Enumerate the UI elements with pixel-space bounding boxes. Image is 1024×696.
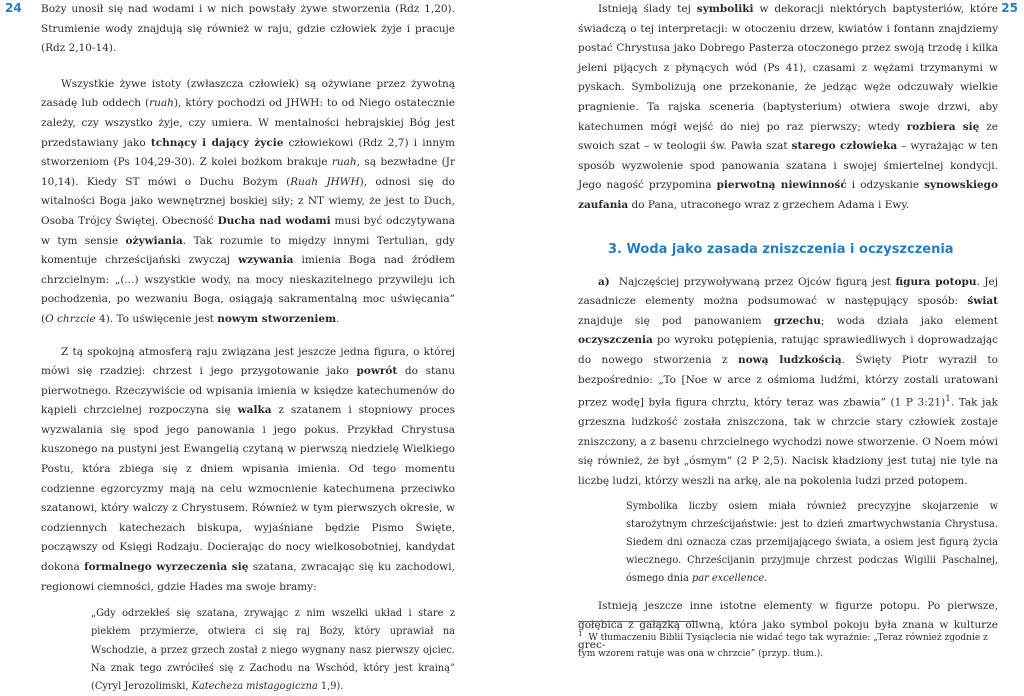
paragraph: Boży unosił się nad wodami i w nich powstały żywe stworzenia (Rdz 1,20). Strumienie wody znajdują się również w raju, gdzie człowiek żyje i pracuje (Rdz 2,10-14).	[41, 3, 455, 55]
footnote-divider	[578, 621, 698, 622]
footnote: $^1$ W tłumaczeniu Biblii Tysiąclecia nie widać tego tak wyraźnie: „Teraz również zgodnie z tym wzorem ratuje was ona w chrzcie” (przyp. tłum.).	[578, 629, 988, 659]
left-page	[0, 0, 512, 693]
page-number: 24	[5, 1, 22, 15]
text-column	[578, 0, 998, 655]
section-heading: 3. Woda jako zasada zniszczenia i oczyszczenia	[608, 241, 954, 257]
paragraph: Istnieją ślady tej symboliki w dekoracji niektórych baptysteriów, które świadczą o tej interpretacji: w otoczeniu drzew, kwiatów i fontann znajdziemy postać Chrystusa jako Dobrego Pasterza otoczonego przez swoją trzodę i kilka jeleni pijących z płynących wód (Ps 41), czasami z wężami trzymanymi w pyskach. Symbolizują one przekonanie, że jedząc węże odczuwały wielkie pragnienie. Ta rajska sceneria (baptysterium) otwiera swoje drzwi, aby katechumen mógł wejść do niej po raz pierwszy; wtedy rozbiera się ze swoich szat – w teologii św. Pawła szat starego człowieka – wyrażając w ten sposób wyzwolenie spod panowania szatana i swojej śmiertelnej kondycji. Jego nagość przypomina pierwotną niewinność i odzyskanie synowskiego zaufania do Pana, utraconego wraz z grzechem Adama i Ewy.	[578, 3, 998, 211]
page-number: 25	[1001, 1, 1018, 15]
block-quote: Symbolika liczby osiem miała również precyzyjne skojarzenie w starożytnym chrześcijaństwie: jest to dzień zmartwychwstania Chrystusa. Siedem dni oznacza czas przemijającego świata, a osiem jest figurą życia wiecznego. Chrześcijanin przyjmuje chrzest podczas Wigilii Paschalnej, ósmego dnia par excellence.	[626, 500, 998, 585]
paragraph: Z tą spokojną atmosferą raju związana jest jeszcze jedna figura, o której mówi się rzadziej: chrzest i jego przygotowanie jako powrót do stanu pierwotnego. Rzeczywiście od wpisania imienia w księdze katechumenów do kąpieli chrzcielnej rozpoczyna się walka z szatanem i stopniowy proces wyzwalania się spod jego panowania i jego pokus. Przykład Chrystusa kuszonego na pustyni jest Ewangelią czytaną w pierwszą niedzielę Wielkiego Postu, która zbiega się z dniem wpisania imienia. Od tego momentu codzienne egzorcyzmy mają na celu wzmocnienie katechumena przeciwko szatanowi, który walczy z Chrystusem. Również w tym pierwszych okresie, w codziennych katechezach biskupa, wyjaśniane będzie Pismo Święte, począwszy od Księgi Rodzaju. Docierając do nocy wielkosobotniej, kandydat dokona formalnego wyrzeczenia się szatana, zwracając się ku zachodowi, regionowi ciemności, gdzie Hades ma swoje bramy:	[41, 345, 455, 593]
block-quote: „Gdy odrzekłeś się szatana, zrywając z nim wszelki układ i stare z piekłem przymierze, otwiera ci się raj Boży, który uprawiał na Wschodzie, a przez grzech został z niego wygnany nasz pierwszy ojciec. Na znak tego zwróciłeś się z Zachodu na Wschód, który jest krainą” (Cyryl Jerozolimski, Katecheza mistagogiczna 1,9).	[91, 608, 455, 693]
paragraph: a) Najczęściej przywoływaną przez Ojców figurą jest figura potopu. Jej zasadnicze elementy można podsumować w następujący sposób: świat znajduje się pod panowaniem grzechu; woda działa jako element oczyszczenia po wyroku potępienia, ratując sprawiedliwych i doprowadzając do nowego stworzenia z nową ludzkością. Święty Piotr wyraził to bezpośrednio: „To [Noe w arce z ośmioma ludźmi, którzy zostali uratowani przez wodę] była figura chrztu, który teraz was zbawia” (1 P 3:21)$^1$. Tak jak grzeszna ludzkość została zniszczona, tak w chrzcie stary człowiek zostaje zniszczony, a z basenu chrzcielnego wychodzi nowe stworzenie. O Noem mówi się również, że był „ósmym” (2 P 2,5). Nacisk kładziony jest tutaj nie tyle na liczbę ludzi, którzy weszli na arkę, ale na pokolenia ludzi przed potopem.	[578, 275, 998, 487]
text-column	[41, 0, 455, 696]
paragraph: Istnieją jeszcze inne istotne elementy w figurze potopu. Po pierwsze, gołębica z gałązką oliwną, która jako symbol pokoju była znana w kulturze grec-	[578, 599, 998, 651]
paragraph: Wszystkie żywe istoty (zwłaszcza człowiek) są ożywiane przez żywotną zasadę lub oddech (ruah), który pochodzi od JHWH: to od Niego ostatecznie zależy, czy wszystko żyje, czy umiera. W mentalności hebrajskiej Bóg jest przedstawiany jako tchnący i dający życie człowiekowi (Rdz 2,7) i innym stworzeniom (Ps 104,29-30). Z kolei bożkom brakuje ruah, są bezwładne (Jr 10,14). Kiedy ST mówi o Duchu Bożym (Ruah JHWH), odnosi się do witalności Boga jako wewnętrznej boskiej siły; z NT wiemy, że jest to Duch, Osoba Trójcy Świętej. Obecność Ducha nad wodami musi być odczytywana w tym sensie ożywiania. Tak rozumie to między innymi Tertulian, gdy komentuje chrześcijański zwyczaj wzywania imienia Boga nad źródłem chrzcielnym: „(...) wszystkie wody, na mocy nieskazitelnego przywileju ich pochodzenia, po wezwaniu Boga, osiągają sakramentalną moc uświęcania” (O chrzcie 4). To uświęcenie jest nowym stworzeniem.	[41, 77, 455, 325]
right-page	[512, 0, 1024, 660]
